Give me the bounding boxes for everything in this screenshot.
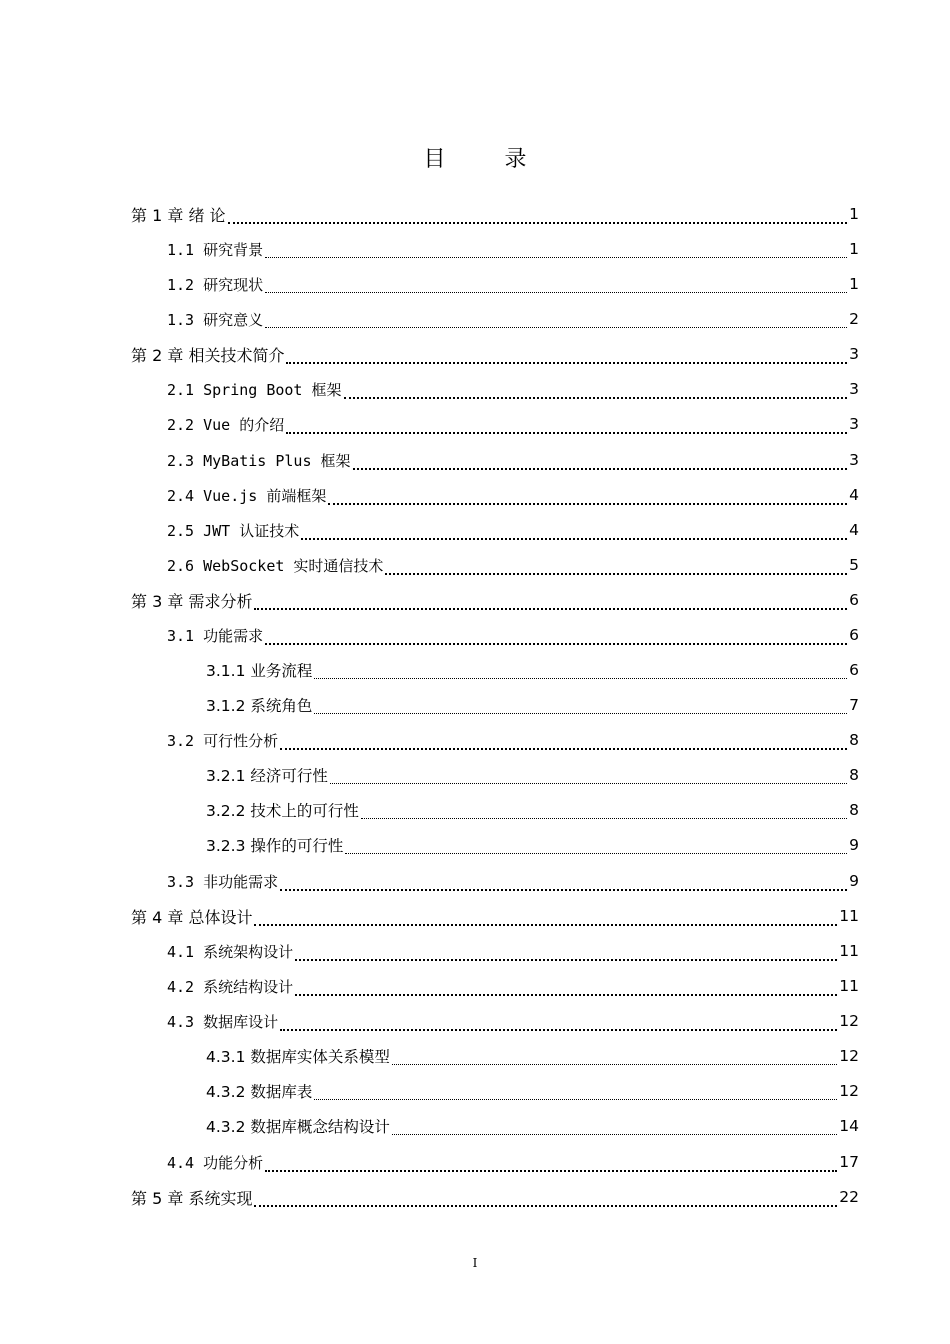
toc-entry-label: 2.6 WebSocket 实时通信技术 <box>167 556 384 575</box>
toc-entry[interactable] <box>206 652 859 688</box>
toc-entry[interactable] <box>167 301 859 337</box>
toc-entry-label: 2.5 JWT 认证技术 <box>167 521 300 540</box>
toc-entry-label: 4.3.1 数据库实体关系模型 <box>206 1048 390 1066</box>
toc-entry-page: 11 <box>839 942 859 960</box>
toc-entry-label: 2.4 Vue.js 前端框架 <box>167 486 327 505</box>
toc-entry-page: 3 <box>849 451 859 469</box>
toc-entry[interactable] <box>167 863 859 899</box>
dot-leader <box>392 1119 837 1136</box>
toc-entry-page: 11 <box>839 977 859 995</box>
toc-entry[interactable] <box>206 792 859 828</box>
dot-leader <box>265 277 847 293</box>
dot-leader <box>265 1155 837 1172</box>
dot-leader <box>385 558 847 575</box>
toc-entry-page: 1 <box>849 205 859 223</box>
toc-entry-label: 4.3.2 数据库概念结构设计 <box>206 1118 390 1136</box>
toc-entry[interactable] <box>167 371 859 407</box>
dot-leader <box>344 382 848 399</box>
dot-leader <box>301 523 847 540</box>
toc-entry-page: 3 <box>849 415 859 433</box>
toc-entry-page: 12 <box>839 1012 859 1030</box>
dot-leader <box>280 1014 837 1031</box>
toc-entry[interactable] <box>167 512 859 548</box>
dot-leader <box>254 592 847 610</box>
dot-leader <box>392 1049 837 1066</box>
toc-entry-label: 3.1 功能需求 <box>167 626 264 645</box>
toc-entry-page: 4 <box>849 521 859 539</box>
toc-entry-page: 6 <box>849 626 859 644</box>
toc-entry-page: 6 <box>849 661 859 679</box>
dot-leader <box>228 206 848 224</box>
toc-entry-label: 3.2 可行性分析 <box>167 731 279 750</box>
toc-entry[interactable] <box>206 827 859 863</box>
dot-leader <box>280 874 847 891</box>
toc-entry-label: 3.1.1 业务流程 <box>206 662 313 680</box>
toc-entry-page: 3 <box>849 380 859 398</box>
toc-entry-label: 4.4 功能分析 <box>167 1153 264 1172</box>
toc-entry-page: 7 <box>849 696 859 714</box>
dot-leader <box>295 944 837 961</box>
dot-leader <box>254 908 837 926</box>
toc-entry-page: 1 <box>849 240 859 258</box>
toc-entry-page: 2 <box>849 310 859 328</box>
toc-entry-label: 2.1 Spring Boot 框架 <box>167 380 342 399</box>
toc-entry-label: 3.3 非功能需求 <box>167 872 279 891</box>
toc-entry-label: 第 1 章 绪 论 <box>131 205 226 225</box>
toc-entry-page: 11 <box>839 907 859 925</box>
toc-entry-page: 8 <box>849 731 859 749</box>
dot-leader <box>265 312 847 328</box>
dot-leader <box>295 979 837 996</box>
toc-entry-label: 4.2 系统结构设计 <box>167 977 294 996</box>
toc-entry[interactable] <box>206 1073 859 1109</box>
dot-leader <box>286 417 847 434</box>
toc-entry[interactable] <box>131 196 859 232</box>
toc-entry-page: 8 <box>849 766 859 784</box>
toc-entry-label: 1.1 研究背景 <box>167 240 264 259</box>
toc-entry-label: 1.3 研究意义 <box>167 310 264 329</box>
dot-leader <box>328 488 847 505</box>
toc-entry-label: 4.1 系统架构设计 <box>167 942 294 961</box>
toc-entry[interactable] <box>131 1179 859 1215</box>
dot-leader <box>265 242 847 258</box>
toc-entry[interactable] <box>167 266 859 302</box>
toc-entry-label: 第 5 章 系统实现 <box>131 1188 253 1208</box>
toc-entry[interactable] <box>206 1038 859 1074</box>
toc-entry-page: 9 <box>849 872 859 890</box>
dot-leader <box>314 1084 837 1101</box>
toc-entry[interactable] <box>167 1144 859 1180</box>
dot-leader <box>280 733 847 750</box>
toc-entry[interactable] <box>206 757 859 793</box>
toc-title: 目 录 <box>423 147 553 172</box>
toc-entry[interactable] <box>167 442 859 478</box>
page-number: I <box>472 1256 478 1270</box>
toc-entry-page: 12 <box>839 1047 859 1065</box>
toc-entry[interactable] <box>167 968 859 1004</box>
toc-entry-label: 3.2.3 操作的可行性 <box>206 837 344 855</box>
toc-entry-label: 2.3 MyBatis Plus 框架 <box>167 451 351 470</box>
toc-entry[interactable] <box>206 1108 859 1144</box>
toc-entry-label: 3.1.2 系统角色 <box>206 697 313 715</box>
toc-entry-page: 1 <box>849 275 859 293</box>
toc-entry[interactable] <box>131 336 859 372</box>
toc-entry[interactable] <box>131 898 859 934</box>
toc-entry-label: 第 2 章 相关技术简介 <box>131 345 285 365</box>
toc-entry[interactable] <box>167 477 859 513</box>
toc-entry-label: 3.2.2 技术上的可行性 <box>206 802 359 820</box>
toc-entry-label: 3.2.1 经济可行性 <box>206 767 328 785</box>
toc-entry-label: 4.3 数据库设计 <box>167 1012 279 1031</box>
toc-entry-page: 9 <box>849 836 859 854</box>
toc-entry-page: 14 <box>839 1117 859 1135</box>
toc-entry-page: 12 <box>839 1082 859 1100</box>
toc-entry[interactable] <box>167 231 859 267</box>
dot-leader <box>361 803 847 820</box>
toc-entry-label: 第 4 章 总体设计 <box>131 907 253 927</box>
toc-entry-page: 6 <box>849 591 859 609</box>
toc-entry[interactable] <box>167 617 859 653</box>
toc-entry[interactable] <box>167 1003 859 1039</box>
toc-entry-page: 8 <box>849 801 859 819</box>
toc-entry-label: 1.2 研究现状 <box>167 275 264 294</box>
toc-entry-page: 5 <box>849 556 859 574</box>
toc-entry-label: 2.2 Vue 的介绍 <box>167 415 285 434</box>
toc-entry[interactable] <box>167 933 859 969</box>
toc-entry[interactable] <box>167 722 859 758</box>
toc-entry-page: 3 <box>849 345 859 363</box>
toc-entry[interactable] <box>167 547 859 583</box>
dot-leader <box>330 768 847 785</box>
dot-leader <box>254 1189 837 1207</box>
dot-leader <box>314 663 847 680</box>
toc-entry-label: 4.3.2 数据库表 <box>206 1083 313 1101</box>
dot-leader <box>314 698 847 715</box>
toc-entry[interactable] <box>206 687 859 723</box>
dot-leader <box>286 346 847 364</box>
toc-entry[interactable] <box>167 406 859 442</box>
toc-entry-page: 4 <box>849 486 859 504</box>
dot-leader <box>345 838 847 855</box>
toc-entry[interactable] <box>131 582 859 618</box>
toc-entry-page: 17 <box>839 1153 859 1171</box>
toc-entry-page: 22 <box>839 1188 859 1206</box>
dot-leader <box>353 453 848 470</box>
dot-leader <box>265 628 847 645</box>
toc-entry-label: 第 3 章 需求分析 <box>131 591 253 611</box>
